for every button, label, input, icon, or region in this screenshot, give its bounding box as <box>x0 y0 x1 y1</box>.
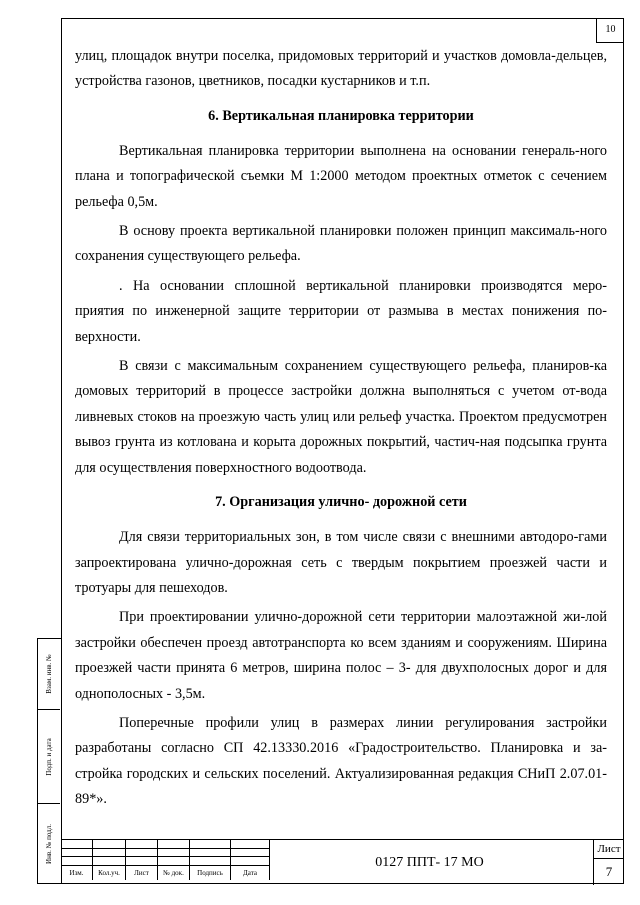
title-block <box>61 839 624 884</box>
document-code: 0127 ППТ- 17 МО <box>375 855 484 870</box>
paragraph: Вертикальная планировка территории выполнена на основании генераль-ного плана и топографической съемки М 1:2000 методом проектных отметок с сечением рельефа 0,5м. <box>75 142 607 210</box>
sheet-box <box>593 840 624 885</box>
revision-table <box>61 840 270 880</box>
col-header: Подпись <box>190 865 231 880</box>
section-6-heading: 6. Вертикальная планировка территории <box>208 107 474 124</box>
sheet-number: 7 <box>605 864 613 879</box>
side-label: Взам. инв. № <box>45 654 53 694</box>
side-label: Инв. № подл. <box>45 824 53 864</box>
document-body <box>75 44 607 813</box>
side-cell-inv-replace <box>38 639 60 710</box>
side-cell-inv-orig <box>38 804 60 884</box>
paragraph: Поперечные профили улиц в размерах линии регулирования застройки разработаны согласно СП 42.13330.2016 «Градостроительство. Планировка и за-стройка городских и сельских поселений. Актуализированная редакция СНиП 2.07.01-89*». <box>75 714 607 808</box>
sheet-label: Лист <box>594 840 624 859</box>
paragraph: улиц, площадок внутри поселка, придомовых территорий и участков домовла-дельцев, устройства газонов, цветников, посадки кустарников и т.п. <box>75 48 607 90</box>
paragraph: При проектировании улично-дорожной сети территории малоэтажной жи-лой застройки обеспечен проезд автотранспорта ко всем зданиям и сооружениям. Ширина проезжей части принята 6 метров, ширина полос – 3- для двухполосных дорог и для однополосных - 3,5м. <box>75 609 607 702</box>
paragraph: Для связи территориальных зон, в том числе связи с внешними автодоро-гами запроектирована улично-дорожная сеть с твердым покрытием проезжей части и тротуары для пешеходов. <box>75 529 607 596</box>
paragraph: В основу проекта вертикальной планировки положен принцип максималь-ного сохранения существующего рельефа. <box>75 223 607 265</box>
side-cell-sign-date <box>38 710 60 804</box>
col-header: Кол.уч. <box>93 865 126 880</box>
paragraph: . На основании сплошной вертикальной планировки производятся меро-приятия по инженерной защите территории от размыва в местах понижения по-верхности. <box>75 277 607 345</box>
paragraph: В связи с максимальным сохранением существующего рельефа, планиров-ка домовых территорий в процессе застройки должна выполняться с учетом от-вода ливневых стоков на проезжую часть улиц или рельеф участка. Проектом предусмотрен вывоз грунта из котлована и корыта дорожных покрытий, частич-ная подсыпка грунта для осуществления поверхностного водоотвода. <box>75 358 607 476</box>
col-header: Дата <box>231 865 270 880</box>
col-header: № док. <box>158 865 190 880</box>
side-stamp <box>37 638 61 884</box>
page-number: 10 <box>596 18 624 43</box>
side-label: Подп. и дата <box>45 738 53 776</box>
col-header: Изм. <box>61 865 93 880</box>
section-7-heading: 7. Организация улично- дорожной сети <box>215 494 467 511</box>
col-header: Лист <box>126 865 158 880</box>
